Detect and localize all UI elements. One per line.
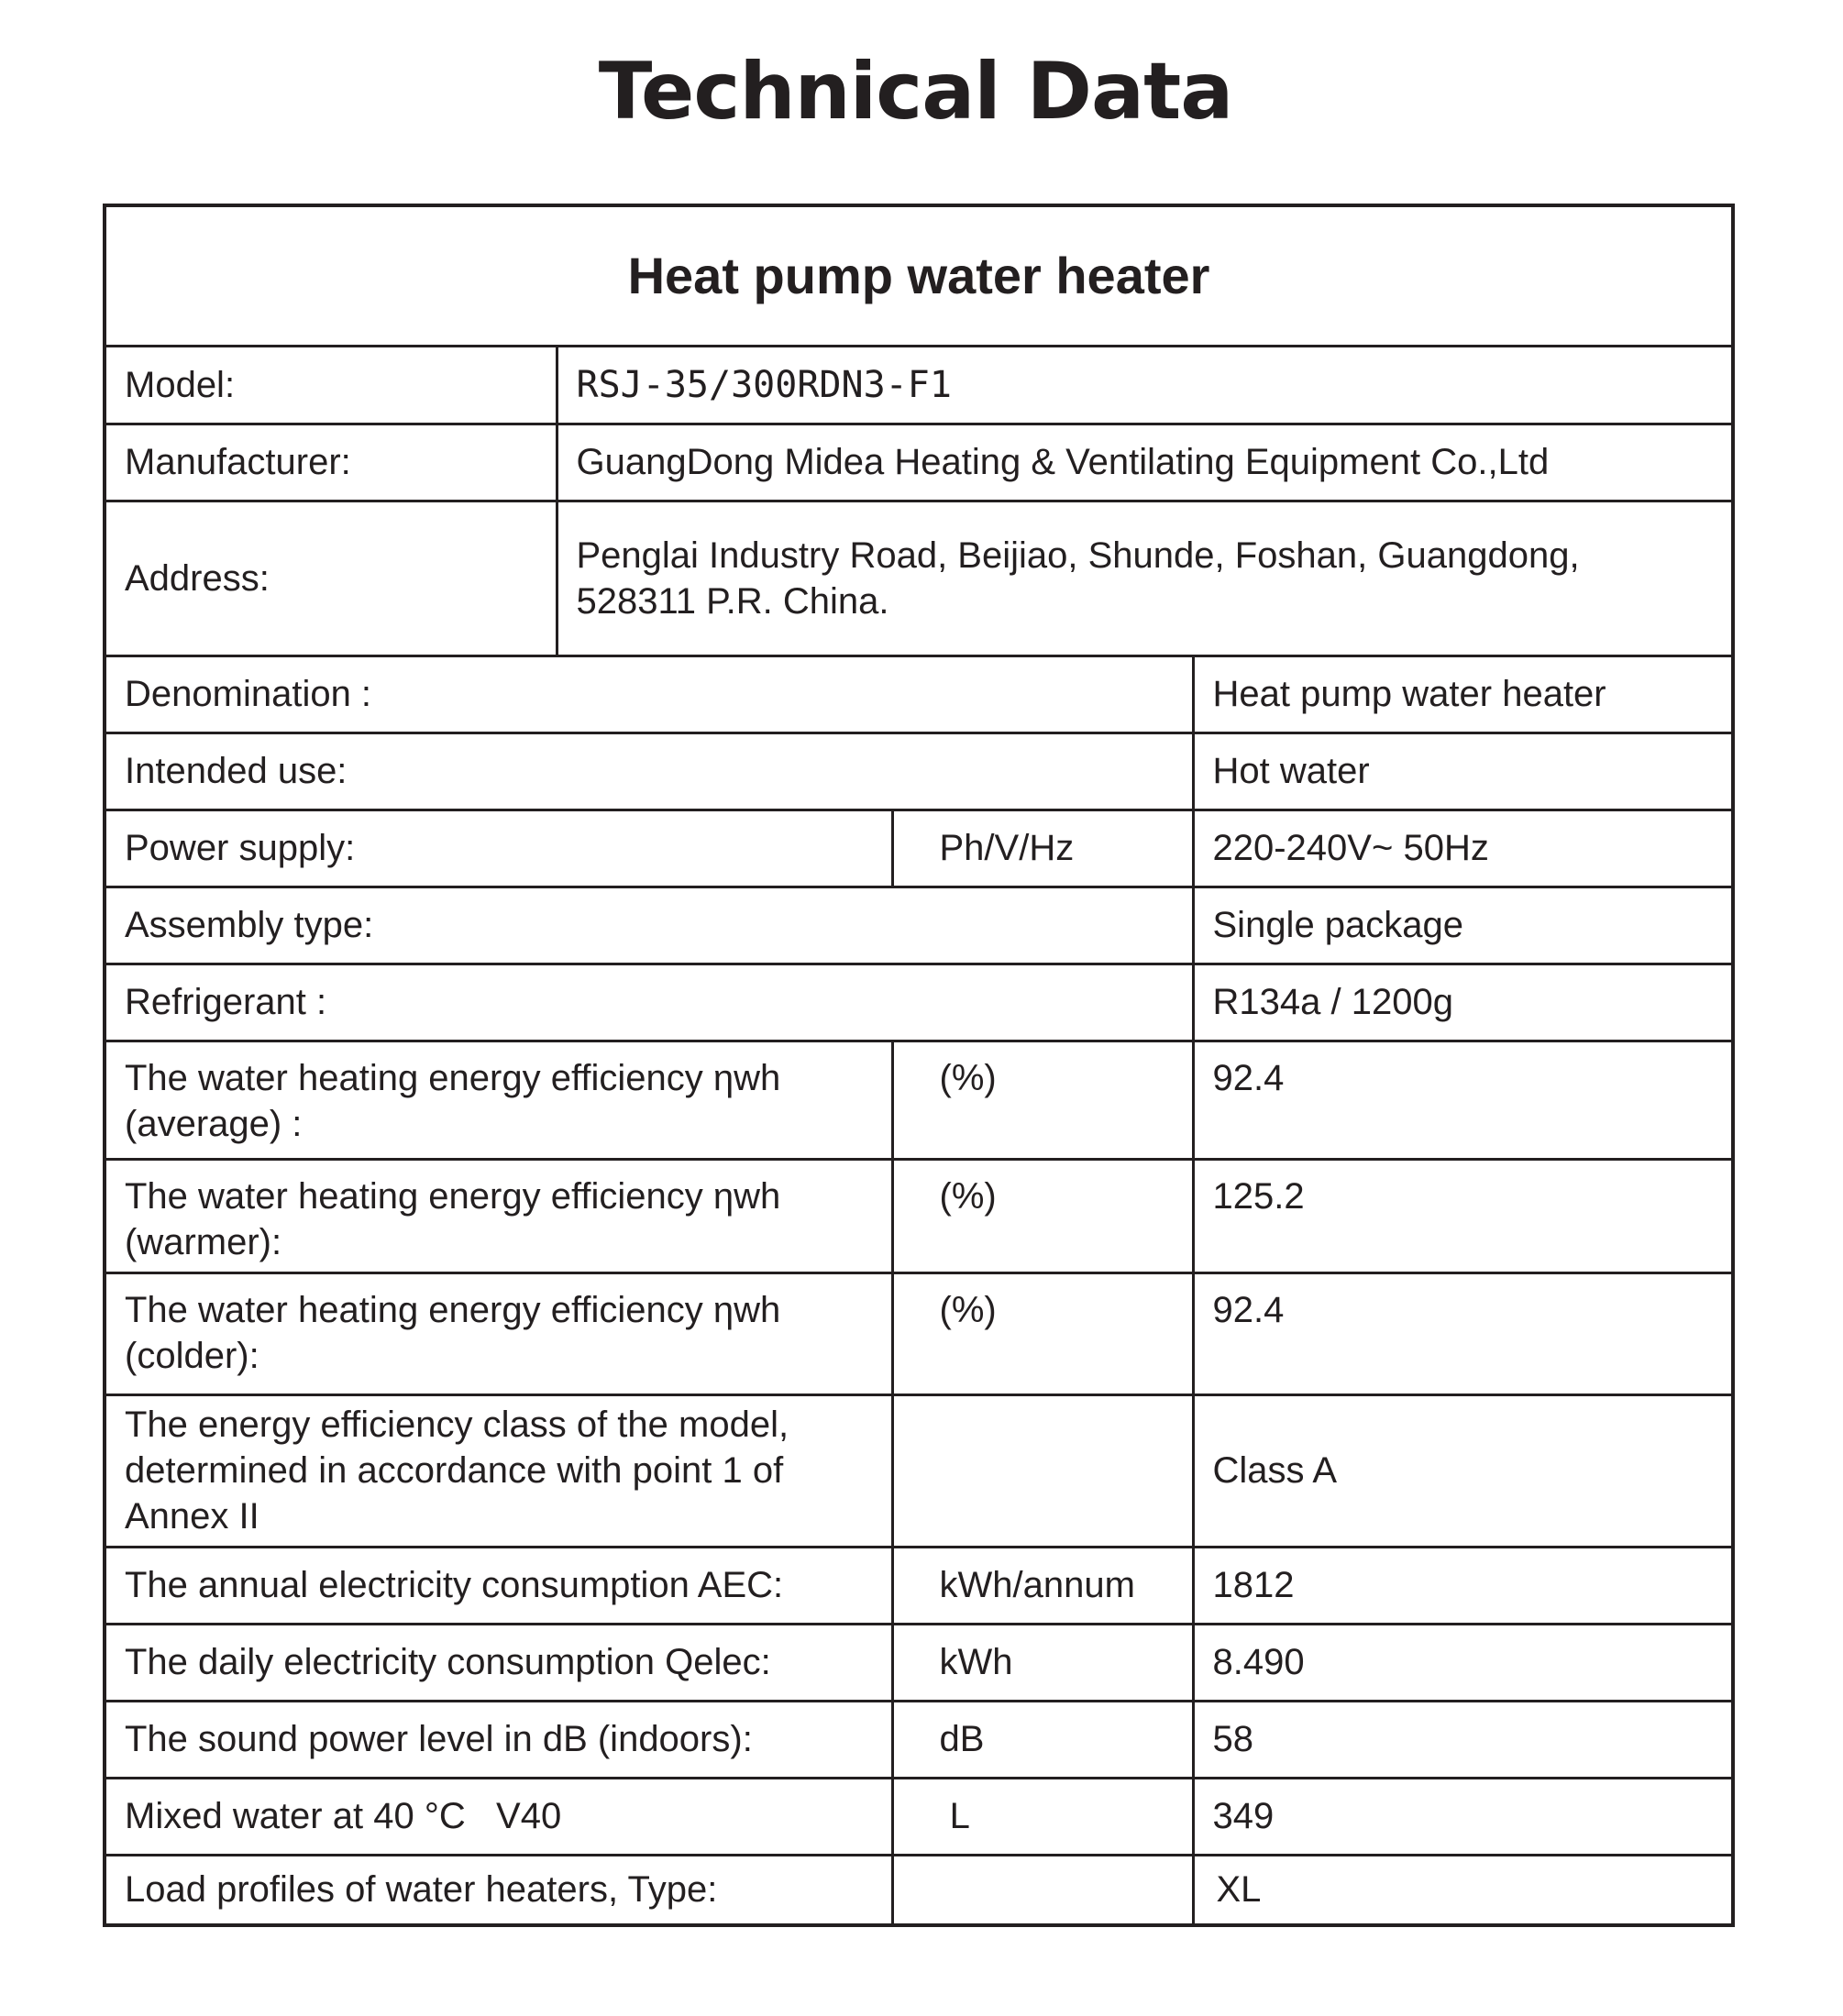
- refrigerant-label: Refrigerant :: [105, 964, 1193, 1041]
- energy-class-row: [105, 1394, 1733, 1547]
- daily-consumption-label: The daily electricity consumption Qelec:: [105, 1624, 892, 1701]
- power-supply-label: Power supply:: [105, 810, 892, 887]
- manufacturer-row: [105, 424, 1733, 501]
- efficiency-average-value: 92.4: [1193, 1041, 1733, 1159]
- efficiency-average-label: [105, 1041, 892, 1159]
- address-line-2: 528311 P.R. China.: [576, 580, 889, 622]
- annual-consumption-label: The annual electricity consumption AEC:: [105, 1547, 892, 1624]
- technical-data-table: [103, 204, 1735, 1927]
- load-profile-row: [105, 1855, 1733, 1925]
- address-line-1: Penglai Industry Road, Beijiao, Shunde, Foshan, Guangdong,: [576, 534, 1580, 576]
- refrigerant-row: [105, 964, 1733, 1041]
- load-profile-unit: [892, 1855, 1193, 1925]
- load-profile-value: XL: [1193, 1855, 1733, 1925]
- manufacturer-label: Manufacturer:: [105, 424, 557, 501]
- energy-class-unit: [892, 1394, 1193, 1547]
- efficiency-average-row: [105, 1041, 1733, 1159]
- efficiency-colder-label-line-2: (colder):: [125, 1335, 259, 1376]
- efficiency-colder-row: [105, 1272, 1733, 1394]
- table-caption: Heat pump water heater: [105, 205, 1733, 346]
- manufacturer-value: GuangDong Midea Heating & Ventilating Equipment Co.,Ltd: [557, 424, 1733, 501]
- mixed-water-unit: L: [892, 1778, 1193, 1855]
- efficiency-warmer-label-line-2: (warmer):: [125, 1221, 282, 1262]
- sound-power-row: [105, 1701, 1733, 1778]
- intended-use-label: Intended use:: [105, 733, 1193, 810]
- model-value: RSJ-35/300RDN3-F1: [557, 346, 1733, 424]
- sound-power-value: 58: [1193, 1701, 1733, 1778]
- assembly-type-value: Single package: [1193, 887, 1733, 964]
- power-supply-row: [105, 810, 1733, 887]
- model-label: Model:: [105, 346, 557, 424]
- annual-consumption-row: [105, 1547, 1733, 1624]
- mixed-water-label: Mixed water at 40 °C V40: [105, 1778, 892, 1855]
- power-supply-unit: Ph/V/Hz: [892, 810, 1193, 887]
- intended-use-row: [105, 733, 1733, 810]
- address-label: Address:: [105, 501, 557, 655]
- energy-class-label: [105, 1394, 892, 1547]
- daily-consumption-unit: kWh: [892, 1624, 1193, 1701]
- power-supply-value: 220-240V~ 50Hz: [1193, 810, 1733, 887]
- efficiency-warmer-label-line-1: The water heating energy efficiency ηwh: [125, 1175, 781, 1217]
- efficiency-warmer-value: 125.2: [1193, 1159, 1733, 1272]
- efficiency-colder-label-line-1: The water heating energy efficiency ηwh: [125, 1289, 781, 1330]
- denomination-row: [105, 655, 1733, 733]
- sound-power-label: The sound power level in dB (indoors):: [105, 1701, 892, 1778]
- efficiency-colder-unit: (%): [892, 1272, 1193, 1394]
- annual-consumption-value: 1812: [1193, 1547, 1733, 1624]
- address-value: [557, 501, 1733, 655]
- address-row: [105, 501, 1733, 655]
- efficiency-warmer-row: [105, 1159, 1733, 1272]
- load-profile-label: Load profiles of water heaters, Type:: [105, 1855, 892, 1925]
- denomination-label: Denomination :: [105, 655, 1193, 733]
- efficiency-average-label-line-2: (average) :: [125, 1103, 303, 1144]
- model-row: [105, 346, 1733, 424]
- mixed-water-row: [105, 1778, 1733, 1855]
- daily-consumption-row: [105, 1624, 1733, 1701]
- efficiency-warmer-label: [105, 1159, 892, 1272]
- daily-consumption-value: 8.490: [1193, 1624, 1733, 1701]
- denomination-value: Heat pump water heater: [1193, 655, 1733, 733]
- energy-class-label-line-3: Annex II: [125, 1496, 259, 1537]
- efficiency-colder-value: 92.4: [1193, 1272, 1733, 1394]
- annual-consumption-unit: kWh/annum: [892, 1547, 1193, 1624]
- table-caption-row: [105, 205, 1733, 346]
- assembly-type-row: [105, 887, 1733, 964]
- refrigerant-value: R134a / 1200g: [1193, 964, 1733, 1041]
- efficiency-average-label-line-1: The water heating energy efficiency ηwh: [125, 1057, 781, 1098]
- energy-class-label-line-1: The energy efficiency class of the model,: [125, 1405, 789, 1445]
- sound-power-unit: dB: [892, 1701, 1193, 1778]
- energy-class-value: Class A: [1193, 1394, 1733, 1547]
- page-title: Technical Data: [598, 46, 1233, 138]
- assembly-type-label: Assembly type:: [105, 887, 1193, 964]
- efficiency-colder-label: [105, 1272, 892, 1394]
- mixed-water-value: 349: [1193, 1778, 1733, 1855]
- efficiency-warmer-unit: (%): [892, 1159, 1193, 1272]
- energy-class-label-line-2: determined in accordance with point 1 of: [125, 1450, 784, 1491]
- intended-use-value: Hot water: [1193, 733, 1733, 810]
- efficiency-average-unit: (%): [892, 1041, 1193, 1159]
